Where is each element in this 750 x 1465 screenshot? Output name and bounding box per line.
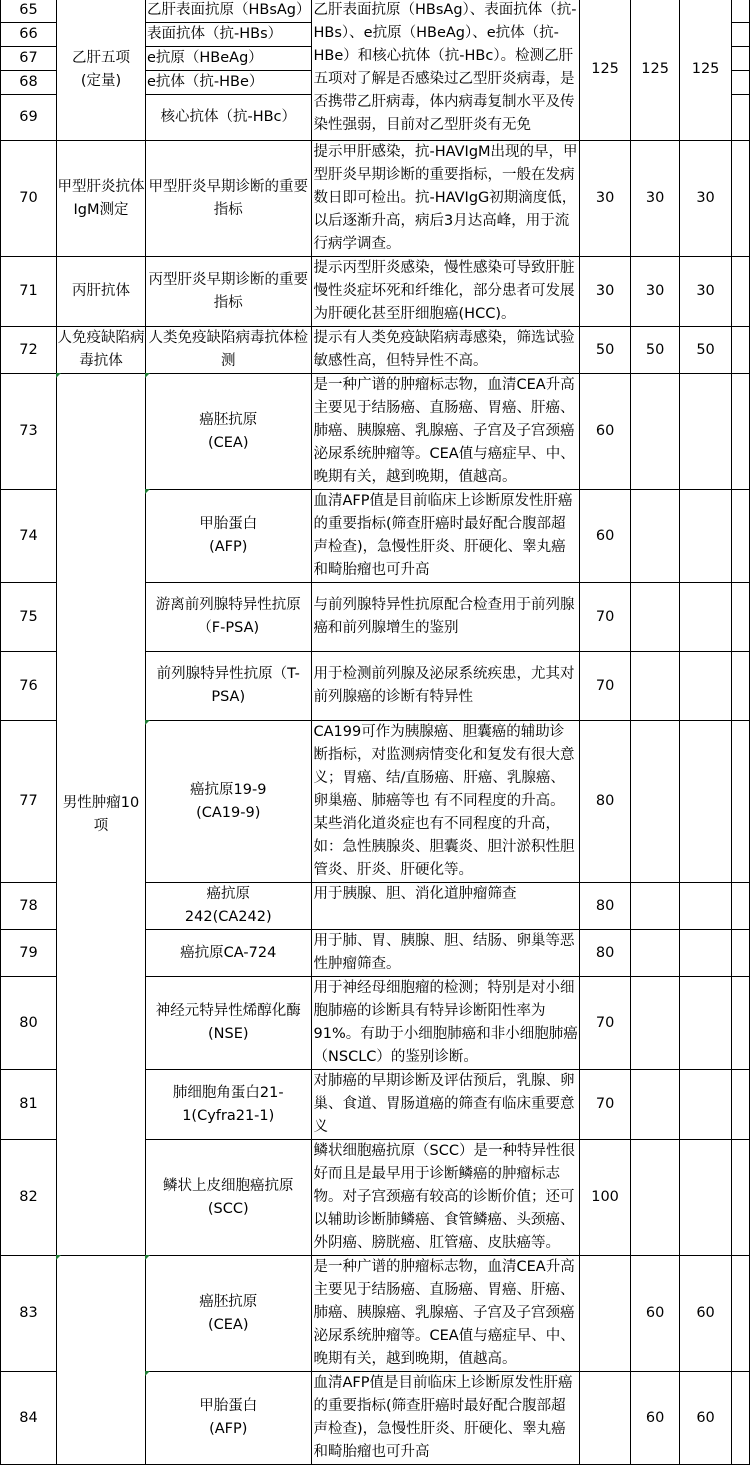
price-1: 70 bbox=[580, 652, 630, 721]
empty-cell bbox=[731, 23, 749, 47]
indicator: 乙肝表面抗原（HBsAg） bbox=[145, 0, 311, 23]
price-1: 100 bbox=[580, 1140, 630, 1256]
item-name: 人免疫缺陷病毒抗体 bbox=[57, 327, 146, 374]
price-1: 70 bbox=[580, 1070, 630, 1140]
price-1: 70 bbox=[580, 583, 630, 652]
description: 对肺癌的早期诊断及评估预后，乳腺、卵巢、食道、胃肠道癌的筛查有临床重要意义 bbox=[311, 1070, 580, 1140]
table-row bbox=[1, 374, 750, 490]
item-name: 男性肿瘤10项 bbox=[57, 374, 146, 1256]
item-name: 甲型肝炎抗体IgM测定 bbox=[57, 141, 146, 257]
row-number: 84 bbox=[1, 1372, 57, 1465]
description: 用于胰腺、胆、消化道肿瘤筛查 bbox=[311, 883, 580, 930]
row-number: 77 bbox=[1, 721, 57, 883]
row-number: 79 bbox=[1, 930, 57, 977]
price-3 bbox=[680, 930, 731, 977]
row-number: 82 bbox=[1, 1140, 57, 1256]
indicator: 神经元特异性烯醇化酶 (NSE) bbox=[145, 977, 311, 1070]
row-number: 75 bbox=[1, 583, 57, 652]
empty-cell bbox=[731, 0, 749, 23]
price-2 bbox=[630, 1140, 680, 1256]
empty-cell bbox=[731, 95, 749, 141]
empty-cell bbox=[731, 141, 749, 257]
indicator: 游离前列腺特异性抗原（F-PSA) bbox=[145, 583, 311, 652]
empty-cell bbox=[731, 583, 749, 652]
description: 血清AFP值是目前临床上诊断原发性肝癌的重要指标(筛查肝癌时最好配合腹部超声检查)，急慢性肝炎、肝硬化、睾丸癌和畸胎瘤也可升高 bbox=[311, 1372, 580, 1465]
row-number: 71 bbox=[1, 257, 57, 327]
description: CA199可作为胰腺癌、胆囊癌的辅助诊断指标，对监测病情变化和复发有很大意义；胃癌、结/直肠癌、肝癌、乳腺癌、卵巢癌、肺癌等也 有不同程度的升高。某些消化道炎症也有不同程度的升高，如：急性胰腺炎、胆囊炎、胆汁淤积性胆管炎、肝炎、肝硬化等。 bbox=[311, 721, 580, 883]
empty-cell bbox=[731, 490, 749, 583]
description: 提示甲肝感染，抗-HAVIgM出现的早，甲型肝炎早期诊断的重要指标，一般在发病数日即可检出。抗-HAVIgG初期滴度低，以后逐渐升高，病后3月达高峰，用于流行病学调查。 bbox=[311, 141, 580, 257]
row-number: 72 bbox=[1, 327, 57, 374]
price-3: 60 bbox=[680, 1256, 731, 1372]
description: 用于肺、胃、胰腺、胆、结肠、卵巢等恶性肿瘤筛查。 bbox=[311, 930, 580, 977]
price-3 bbox=[680, 1140, 731, 1256]
row-number: 68 bbox=[1, 71, 57, 95]
price-3 bbox=[680, 652, 731, 721]
price-2 bbox=[630, 583, 680, 652]
row-number: 65 bbox=[1, 0, 57, 23]
item-name: 丙肝抗体 bbox=[57, 257, 146, 327]
price-3: 30 bbox=[680, 141, 731, 257]
table-row bbox=[1, 257, 750, 327]
price-3: 125 bbox=[680, 0, 731, 141]
price-3 bbox=[680, 977, 731, 1070]
description: 与前列腺特异性抗原配合检查用于前列腺癌和前列腺增生的鉴别 bbox=[311, 583, 580, 652]
price-2 bbox=[630, 1070, 680, 1140]
indicator: e抗原（HBeAg） bbox=[145, 47, 311, 71]
row-number: 83 bbox=[1, 1256, 57, 1372]
price-2: 30 bbox=[630, 257, 680, 327]
row-number: 67 bbox=[1, 47, 57, 71]
price-3 bbox=[680, 1070, 731, 1140]
item-name bbox=[57, 1256, 146, 1465]
price-1: 60 bbox=[580, 374, 630, 490]
empty-cell bbox=[731, 71, 749, 95]
price-3 bbox=[680, 374, 731, 490]
indicator: 癌抗原19-9 (CA19-9) bbox=[145, 721, 311, 883]
indicator: 甲型肝炎早期诊断的重要指标 bbox=[145, 141, 311, 257]
indicator: 癌胚抗原 (CEA) bbox=[145, 1256, 311, 1372]
indicator: e抗体（抗-HBe） bbox=[145, 71, 311, 95]
price-1: 50 bbox=[580, 327, 630, 374]
empty-cell bbox=[731, 257, 749, 327]
table-row bbox=[1, 0, 750, 23]
empty-cell bbox=[731, 1140, 749, 1256]
indicator: 前列腺特异性抗原（T-PSA) bbox=[145, 652, 311, 721]
price-3: 50 bbox=[680, 327, 731, 374]
price-3 bbox=[680, 721, 731, 883]
indicator: 核心抗体（抗-HBc） bbox=[145, 95, 311, 141]
empty-cell bbox=[731, 374, 749, 490]
indicator: 人类免疫缺陷病毒抗体检测 bbox=[145, 327, 311, 374]
table-row bbox=[1, 327, 750, 374]
price-2 bbox=[630, 977, 680, 1070]
empty-cell bbox=[731, 327, 749, 374]
price-2: 125 bbox=[630, 0, 680, 141]
description: 提示丙型肝炎感染，慢性感染可导致肝脏慢性炎症坏死和纤维化，部分患者可发展为肝硬化甚至肝细胞癌(HCC)。 bbox=[311, 257, 580, 327]
price-2: 30 bbox=[630, 141, 680, 257]
price-2 bbox=[630, 490, 680, 583]
item-name: 乙肝五项 (定量) bbox=[57, 0, 146, 141]
description: 是一种广谱的肿瘤标志物，血清CEA升高主要见于结肠癌、直肠癌、胃癌、肝癌、肺癌、胰腺癌、乳腺癌、子宫及子宫颈癌泌尿系统肿瘤等。CEA值与癌症早、中、晚期有关，越到晚期，值越高。 bbox=[311, 1256, 580, 1372]
price-3: 30 bbox=[680, 257, 731, 327]
price-3: 60 bbox=[680, 1372, 731, 1465]
empty-cell bbox=[731, 1372, 749, 1465]
empty-cell bbox=[731, 652, 749, 721]
description: 乙肝表面抗原（HBsAg）、表面抗体（抗-HBs）、e抗原（HBeAg）、e抗体（抗-HBe）和核心抗体（抗-HBc）。检测乙肝五项对了解是否感染过乙型肝炎病毒，是否携带乙肝病毒，体内病毒复制水平及传染性强弱，目前对乙型肝炎有无免 bbox=[311, 0, 580, 141]
indicator: 丙型肝炎早期诊断的重要指标 bbox=[145, 257, 311, 327]
empty-cell bbox=[731, 883, 749, 930]
price-1: 125 bbox=[580, 0, 630, 141]
indicator: 癌胚抗原 (CEA) bbox=[145, 374, 311, 490]
empty-cell bbox=[731, 1070, 749, 1140]
row-number: 70 bbox=[1, 141, 57, 257]
row-number: 81 bbox=[1, 1070, 57, 1140]
row-number: 69 bbox=[1, 95, 57, 141]
row-number: 78 bbox=[1, 883, 57, 930]
table-row bbox=[1, 141, 750, 257]
price-3 bbox=[680, 883, 731, 930]
indicator: 癌抗原CA-724 bbox=[145, 930, 311, 977]
indicator: 甲胎蛋白 (AFP) bbox=[145, 490, 311, 583]
description: 是一种广谱的肿瘤标志物，血清CEA升高主要见于结肠癌、直肠癌、胃癌、肝癌、肺癌、胰腺癌、乳腺癌、子宫及子宫颈癌泌尿系统肿瘤等。CEA值与癌症早、中、晚期有关，越到晚期，值越高。 bbox=[311, 374, 580, 490]
price-1: 80 bbox=[580, 883, 630, 930]
price-2 bbox=[630, 930, 680, 977]
indicator: 表面抗体（抗-HBs） bbox=[145, 23, 311, 47]
price-1: 80 bbox=[580, 721, 630, 883]
table-row bbox=[1, 1256, 750, 1372]
price-1: 30 bbox=[580, 141, 630, 257]
indicator: 肺细胞角蛋白21- 1(Cyfra21-1) bbox=[145, 1070, 311, 1140]
price-1 bbox=[580, 1256, 630, 1372]
description: 血清AFP值是目前临床上诊断原发性肝癌的重要指标(筛查肝癌时最好配合腹部超声检查)，急慢性肝炎、肝硬化、睾丸癌和畸胎瘤也可升高 bbox=[311, 490, 580, 583]
price-2: 60 bbox=[630, 1372, 680, 1465]
price-3 bbox=[680, 583, 731, 652]
indicator: 甲胎蛋白 (AFP) bbox=[145, 1372, 311, 1465]
empty-cell bbox=[731, 977, 749, 1070]
row-number: 80 bbox=[1, 977, 57, 1070]
row-number: 66 bbox=[1, 23, 57, 47]
empty-cell bbox=[731, 721, 749, 883]
row-number: 74 bbox=[1, 490, 57, 583]
price-3 bbox=[680, 490, 731, 583]
price-1: 30 bbox=[580, 257, 630, 327]
price-2 bbox=[630, 883, 680, 930]
price-1: 80 bbox=[580, 930, 630, 977]
price-1: 70 bbox=[580, 977, 630, 1070]
description: 用于检测前列腺及泌尿系统疾患，尤其对前列腺癌的诊断有特异性 bbox=[311, 652, 580, 721]
price-1 bbox=[580, 1372, 630, 1465]
description: 提示有人类免疫缺陷病毒感染，筛选试验敏感性高，但特异性不高。 bbox=[311, 327, 580, 374]
price-2 bbox=[630, 721, 680, 883]
price-2 bbox=[630, 652, 680, 721]
price-2: 60 bbox=[630, 1256, 680, 1372]
indicator: 鳞状上皮细胞癌抗原(SCC) bbox=[145, 1140, 311, 1256]
empty-cell bbox=[731, 930, 749, 977]
row-number: 76 bbox=[1, 652, 57, 721]
price-2: 50 bbox=[630, 327, 680, 374]
empty-cell bbox=[731, 1256, 749, 1372]
price-1: 60 bbox=[580, 490, 630, 583]
description: 用于神经母细胞瘤的检测；特别是对小细胞肺癌的诊断具有特异诊断阳性率为91%。有助于小细胞肺癌和非小细胞肺癌（NSCLC）的鉴别诊断。 bbox=[311, 977, 580, 1070]
indicator: 癌抗原 242(CA242) bbox=[145, 883, 311, 930]
empty-cell bbox=[731, 47, 749, 71]
description: 鳞状细胞癌抗原（SCC）是一种特异性很好而且是最早用于诊断鳞癌的肿瘤标志物。对子宫颈癌有较高的诊断价值；还可以辅助诊断肺鳞癌、食管鳞癌、头颈癌、外阴癌、膀胱癌、肛管癌、皮肤癌等。 bbox=[311, 1140, 580, 1256]
price-2 bbox=[630, 374, 680, 490]
row-number: 73 bbox=[1, 374, 57, 490]
